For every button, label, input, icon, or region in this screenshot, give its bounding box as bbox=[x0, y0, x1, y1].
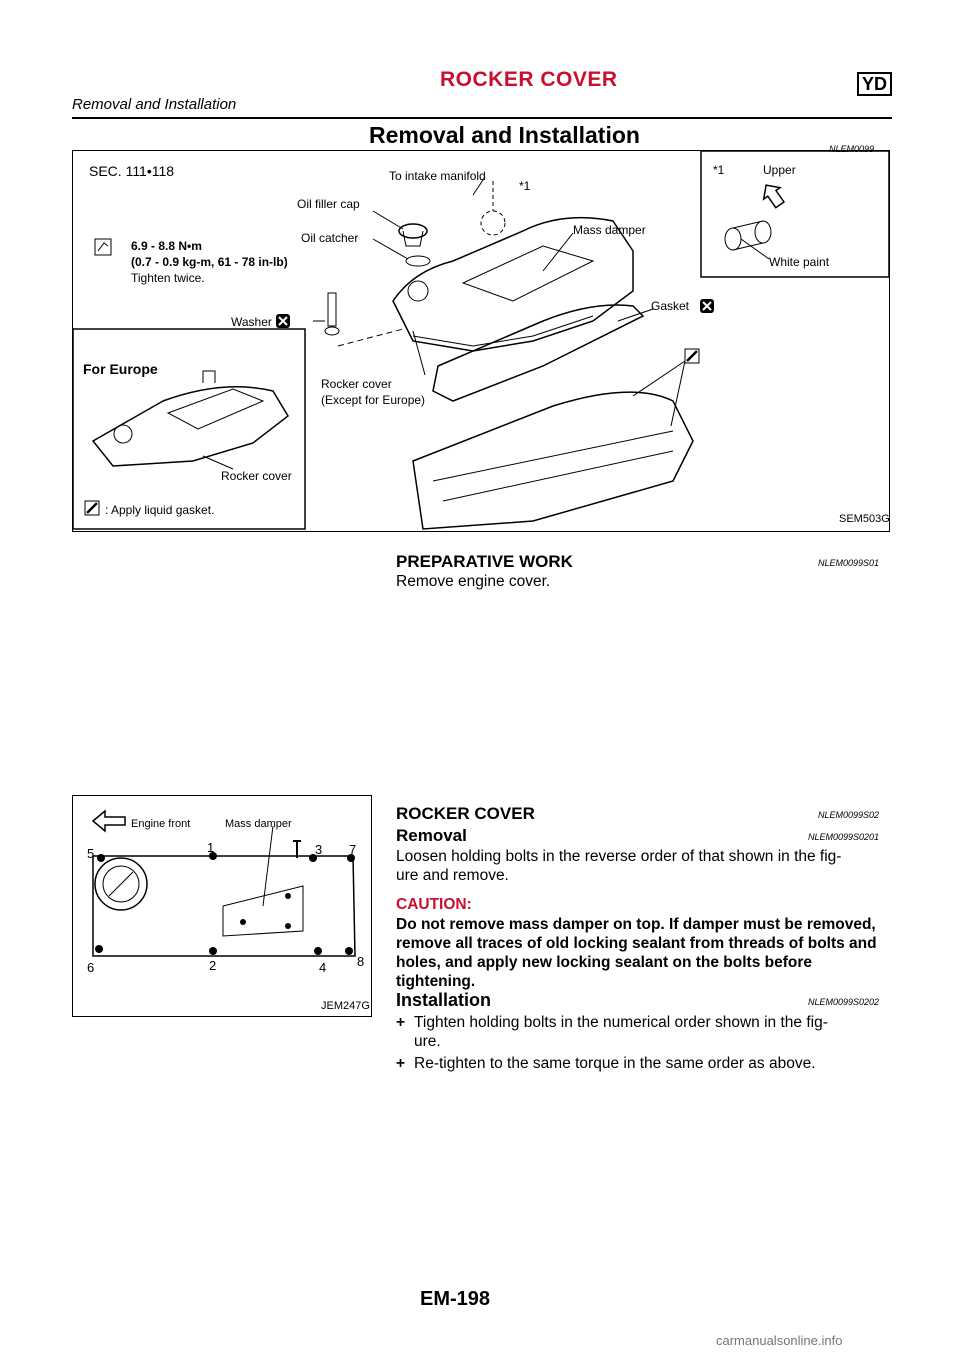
bullet-mark: + bbox=[396, 1055, 406, 1072]
figure-code: SEM503G bbox=[839, 513, 890, 525]
caution-text: Do not remove mass damper on top. If damper must be removed, remove all traces of old locking sealant from threads of bolts and holes, and apply new locking sealant on the bolts before tightening. bbox=[396, 916, 877, 990]
bullet-mark: + bbox=[396, 1014, 406, 1031]
caution-heading: CAUTION: bbox=[396, 896, 472, 913]
label-white-paint: White paint bbox=[769, 255, 830, 269]
torque-note: Tighten twice. bbox=[131, 271, 205, 285]
prep-text: Remove engine cover. bbox=[396, 573, 551, 590]
engine-front-arrow-icon bbox=[93, 811, 125, 831]
heading-removal: Removal bbox=[396, 826, 467, 845]
label-oil-filler-cap: Oil filler cap bbox=[297, 197, 360, 211]
heading-rocker-cover: ROCKER COVER bbox=[396, 804, 535, 823]
torque-wrench-icon bbox=[95, 239, 111, 255]
bolt-number-8: 8 bbox=[357, 954, 365, 969]
engine-code-badge: YD bbox=[857, 72, 892, 96]
label-washer: Washer bbox=[231, 315, 272, 329]
replace-part-icon bbox=[700, 299, 714, 313]
page-number: EM-198 bbox=[420, 1288, 491, 1310]
header-rule bbox=[72, 117, 892, 119]
bolt-number-7: 7 bbox=[349, 842, 357, 857]
bolt-number-2: 2 bbox=[209, 958, 217, 973]
bolt-number-6: 6 bbox=[87, 960, 95, 975]
label-intake-manifold: To intake manifold bbox=[389, 169, 486, 183]
figure-code: JEM247G bbox=[321, 1000, 370, 1012]
exploded-view-drawing bbox=[73, 151, 889, 531]
install-step-1-line2: ure. bbox=[414, 1033, 441, 1050]
bolt-order-drawing bbox=[73, 796, 371, 1016]
bolt-number-4: 4 bbox=[319, 960, 327, 975]
install-step-1-line1: Tighten holding bolts in the numerical order shown in the fig- bbox=[414, 1014, 828, 1031]
label-mass-damper: Mass damper bbox=[573, 223, 646, 237]
section-number: SEC. 111•118 bbox=[89, 163, 175, 179]
watermark[interactable]: carmanualsonline.info bbox=[716, 1333, 843, 1348]
prep-ref: NLEM0099S01 bbox=[818, 558, 880, 568]
label-star1: *1 bbox=[519, 179, 531, 193]
label-engine-front: Engine front bbox=[131, 818, 191, 830]
label-for-europe: For Europe bbox=[83, 361, 158, 377]
label-oil-catcher: Oil catcher bbox=[301, 231, 359, 245]
heading-preparative-work: PREPARATIVE WORK bbox=[396, 552, 573, 571]
label-star1-inset: *1 bbox=[713, 163, 725, 177]
install-step-2-text: Re-tighten to the same torque in the same order as above. bbox=[414, 1055, 816, 1072]
heading-installation: Installation bbox=[396, 990, 492, 1010]
liquid-gasket-icon bbox=[685, 349, 699, 363]
bolt-number-5: 5 bbox=[87, 846, 95, 861]
label-rocker-cover-europe: Rocker cover bbox=[221, 469, 292, 483]
running-header-title: ROCKER COVER bbox=[440, 68, 618, 91]
label-upper: Upper bbox=[763, 163, 796, 177]
bolt-number-3: 3 bbox=[315, 842, 323, 857]
label-except-europe: (Except for Europe) bbox=[321, 393, 426, 407]
removal-ref: NLEM0099S0201 bbox=[808, 832, 880, 842]
legend-liquid-gasket: : Apply liquid gasket. bbox=[105, 503, 215, 517]
replace-part-icon bbox=[276, 314, 290, 328]
torque-spec-alt: (0.7 - 0.9 kg-m, 61 - 78 in-lb) bbox=[131, 255, 288, 269]
label-rocker-cover: Rocker cover bbox=[321, 377, 392, 391]
bolt-number-1: 1 bbox=[207, 840, 215, 855]
figure-rocker-cover-exploded bbox=[72, 150, 890, 532]
section-title: Removal and Installation bbox=[369, 122, 640, 148]
running-header-subtitle: Removal and Installation bbox=[72, 96, 237, 113]
torque-spec: 6.9 - 8.8 N•m bbox=[131, 239, 202, 253]
installation-ref: NLEM0099S0202 bbox=[808, 997, 880, 1007]
liquid-gasket-icon bbox=[85, 501, 99, 515]
removal-text-line2: ure and remove. bbox=[396, 867, 509, 884]
label-gasket: Gasket bbox=[651, 299, 690, 313]
rocker-ref: NLEM0099S02 bbox=[818, 810, 880, 820]
figure-bolt-order bbox=[72, 795, 372, 1017]
label-mass-damper: Mass damper bbox=[225, 818, 292, 830]
section-ref: NLEM0099 bbox=[829, 144, 875, 154]
removal-text-line1: Loosen holding bolts in the reverse order of that shown in the fig- bbox=[396, 848, 842, 865]
